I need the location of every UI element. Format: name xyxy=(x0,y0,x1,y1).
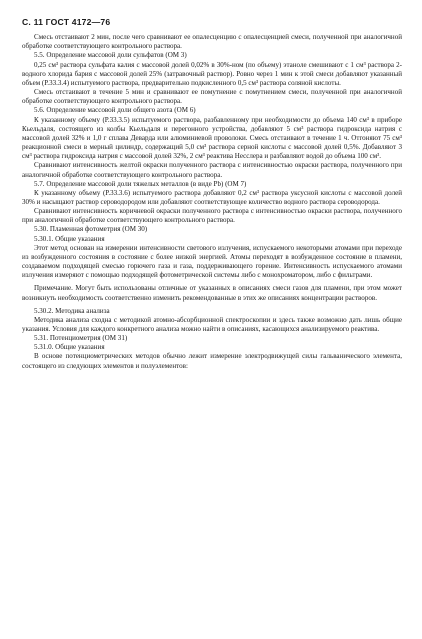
paragraph-settle-compare: Смесь отстаивают 2 мин, после чего сравнивают ее опалесценцию с опалесценцией смеси, полученной при аналогичной обработке соответствующего контрольного раствора. xyxy=(22,33,402,51)
heading-sulfates: 5.5. Определение массовой доли сульфатов (ОМ 3) xyxy=(34,51,187,60)
paragraph-potentiometry: В основе потенциометрических методов обычно лежит измерение электродвижущей силы гальванического элемента, состоящего из следующих элементов и полуэлементов: xyxy=(22,352,402,370)
heading-potentiometry: 5.31. Потенциометрия (ОМ 31) xyxy=(34,334,128,343)
heading-potentiometry-general: 5.31.0. Общие указания xyxy=(34,343,105,352)
paragraph-nitrogen-compare: Сравнивают интенсивность желтой окраски полученного раствора с интенсивностью окраски раствора, полученного при аналогичной обработке соответствующего контрольного раствора. xyxy=(22,161,402,179)
paragraph-nitrogen-procedure: К указанному объему (Р.33.3.5) испытуемого раствора, разбавленному при необходимости до объема 140 см³ в приборе Кьельдаля, состоящего из колбы Кьельдаля и перегонного устройства, добавляют 5 см³ раствора гидроксида натрия с массовой долей 32% и 1,0 г сплава Деварда или алюминиевой проволоки. Смесь отстаивают в течение 1 ч. Отгоняют 75 см³ реакционной смеси в мерный цилиндр, содержащий 5,0 см³ раствора серной кислоты с массовой долей 0,5%. Добавляют 3 см³ раствора гидроксида натрия с массовой долей 32%, 2 см³ реактива Несслера и разбавляют водой до объема 100 см³. xyxy=(22,115,402,161)
heading-heavy-metals: 5.7. Определение массовой доли тяжелых металлов (в виде Pb) (ОМ 7) xyxy=(34,179,247,188)
paragraph-note: Примечание. Могут быть использованы отличные от указанных в описаниях смеси газов для пламени, при этом может возникнуть необходимость соответственно изменить рекомендованные в этих же описаниях концентрации растворов. xyxy=(22,284,402,302)
heading-total-nitrogen: 5.6. Определение массовой доли общего азота (ОМ 6) xyxy=(34,106,196,115)
paragraph-analysis-method: Методика анализа сходна с методикой атомно-абсорбционной спектроскопии и здесь также возможно дать лишь общие указания. Условия для каждого конкретного анализа можно найти в описаниях, касающихся анализируемого реактива. xyxy=(22,315,402,333)
paragraph-heavy-metals-compare: Сравнивают интенсивность коричневой окраски полученного раствора с интенсивностью окраски раствора, полученного при аналогичной обработке соответствующего контрольного раствора. xyxy=(22,207,402,225)
paragraph-sulfates-compare: Смесь отстаивают в течение 5 мин и сравнивают ее помутнение с помутнением смеси, полученной при аналогичной обработке соответствующего контрольного раствора. xyxy=(22,88,402,106)
paragraph-flame-method: Этот метод основан на измерении интенсивности светового излучения, испускаемого некоторыми атомами при переходе из возбужденного состояния в состояние с более низкой энергией. Атомы переходят в возбужденное состояние в пламени, создаваемом подходящей смесью горючего газа и газа, поддерживающего горение. Интенсивность испускаемого атомами излучения измеряют с помощью подходящей фотометрической системы либо с монохроматором, либо с фильтрами. xyxy=(22,243,402,280)
paragraph-heavy-metals-procedure: К указанному объему (Р.33.3.6) испытуемого раствора добавляют 0,2 см³ раствора уксусной кислоты с массовой долей 30% и насыщают раствор сероводородом или добавляют соответствующее количество водного раствора сероводорода. xyxy=(22,188,402,206)
heading-flame-photometry: 5.30. Пламенная фотометрия (ОМ 30) xyxy=(34,225,148,234)
paragraph-sulfates-procedure: 0,25 см³ раствора сульфата калия с массовой долей 0,02% в 30%-ном (по объему) этаноле смешивают с 1 см³ раствора 2-водного хлорида бария с массовой долей 25% (затравочный раствор). Ровно через 1 мин к этой смеси добавляют указанный объем (Р.33.3.4) испытуемого раствора, предварительно подкисленного 0,5 см³ раствора соляной кислоты. xyxy=(22,60,402,87)
heading-analysis-method: 5.30.2. Методика анализа xyxy=(34,306,110,315)
page-header: С. 11 ГОСТ 4172—76 xyxy=(22,17,111,27)
heading-general-notes: 5.30.1. Общие указания xyxy=(34,234,105,243)
